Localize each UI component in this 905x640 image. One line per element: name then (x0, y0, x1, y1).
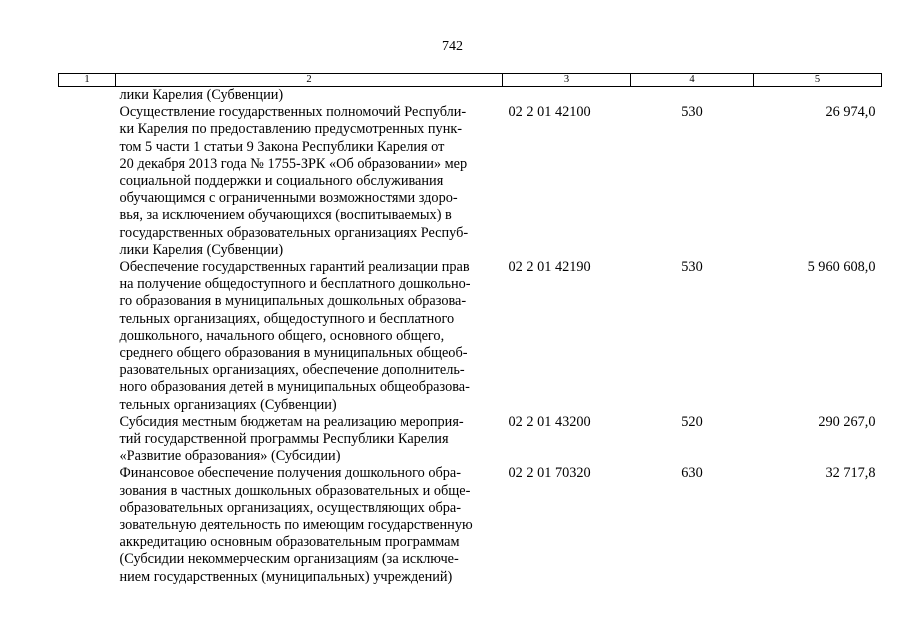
table-header-row (59, 74, 882, 87)
row-amount: 5 960 608,0 (807, 259, 876, 276)
row-expense-type: 630 (681, 465, 703, 482)
row-target-code: 02 2 01 70320 (508, 465, 591, 482)
table-row (59, 104, 882, 259)
row-amount: 290 267,0 (818, 413, 876, 430)
table-row (59, 414, 882, 466)
table-row (59, 465, 882, 585)
row-amount (754, 87, 882, 105)
row-amount: 26 974,0 (825, 104, 876, 121)
row-description: лики Карелия (Субвенции) (119, 87, 284, 103)
row-description: Обеспечение государственных гарантий реализации прав на получение общедоступного и бесплатного дошкольно- го образования в муниципальных дошкольных образова- тельных организациях, общедоступного и бесплатного дошкольного, начального общего, основного общего, среднего общего образования в муниципальных общеоб- разовательных организациях, обеспечение дополнитель- ного образования детей в муниципальных общеобразова- тельных организациях (Субвенции) (119, 259, 471, 413)
page-number: 742 (442, 39, 463, 54)
row-target-code: 02 2 01 43200 (508, 413, 591, 430)
row-expense-type (631, 87, 754, 105)
column-header-5: 5 (754, 74, 882, 87)
column-header-4: 4 (631, 74, 754, 87)
column-header-2: 2 (116, 74, 503, 87)
row-expense-type: 520 (681, 413, 703, 430)
column-header-1: 1 (59, 74, 116, 87)
row-description: Финансовое обеспечение получения дошкольного обра- зования в частных дошкольных образовательных и обще- образовательных организациях, осуществляющих обра- зовательную деятельность по имеющим государственную аккредитацию основным образовательным программам (Субсидии некоммерческим организациям (за исключе- нием государственных (муниципальных) учреждений) (119, 465, 473, 585)
budget-table (58, 73, 882, 586)
row-target-code (503, 87, 631, 105)
row-target-code: 02 2 01 42190 (508, 259, 591, 276)
row-amount: 32 717,8 (825, 465, 876, 482)
row-description: Субсидия местным бюджетам на реализацию мероприя- тий государственной программы Республики Карелия «Развитие образования» (Субсидии) (119, 413, 464, 465)
table-row (59, 87, 882, 105)
row-description: Осуществление государственных полномочий Республи- ки Карелия по предоставлению предусмотренных пунк- том 5 части 1 статьи 9 Закона Республики Карелия от 20 декабря 2013 года № 1755-ЗРК «Об образовании» мер социальной поддержки и социального обслуживания обучающимся с ограниченными возможностями здоро- вья, за исключением обучающихся (воспитываемых) в государственных образовательных организациях Респуб- лики Карелия (Субвенции) (119, 104, 469, 258)
column-header-3: 3 (503, 74, 631, 87)
row-expense-type: 530 (681, 104, 703, 121)
table-row (59, 259, 882, 414)
row-target-code: 02 2 01 42100 (508, 104, 591, 121)
row-expense-type: 530 (681, 259, 703, 276)
